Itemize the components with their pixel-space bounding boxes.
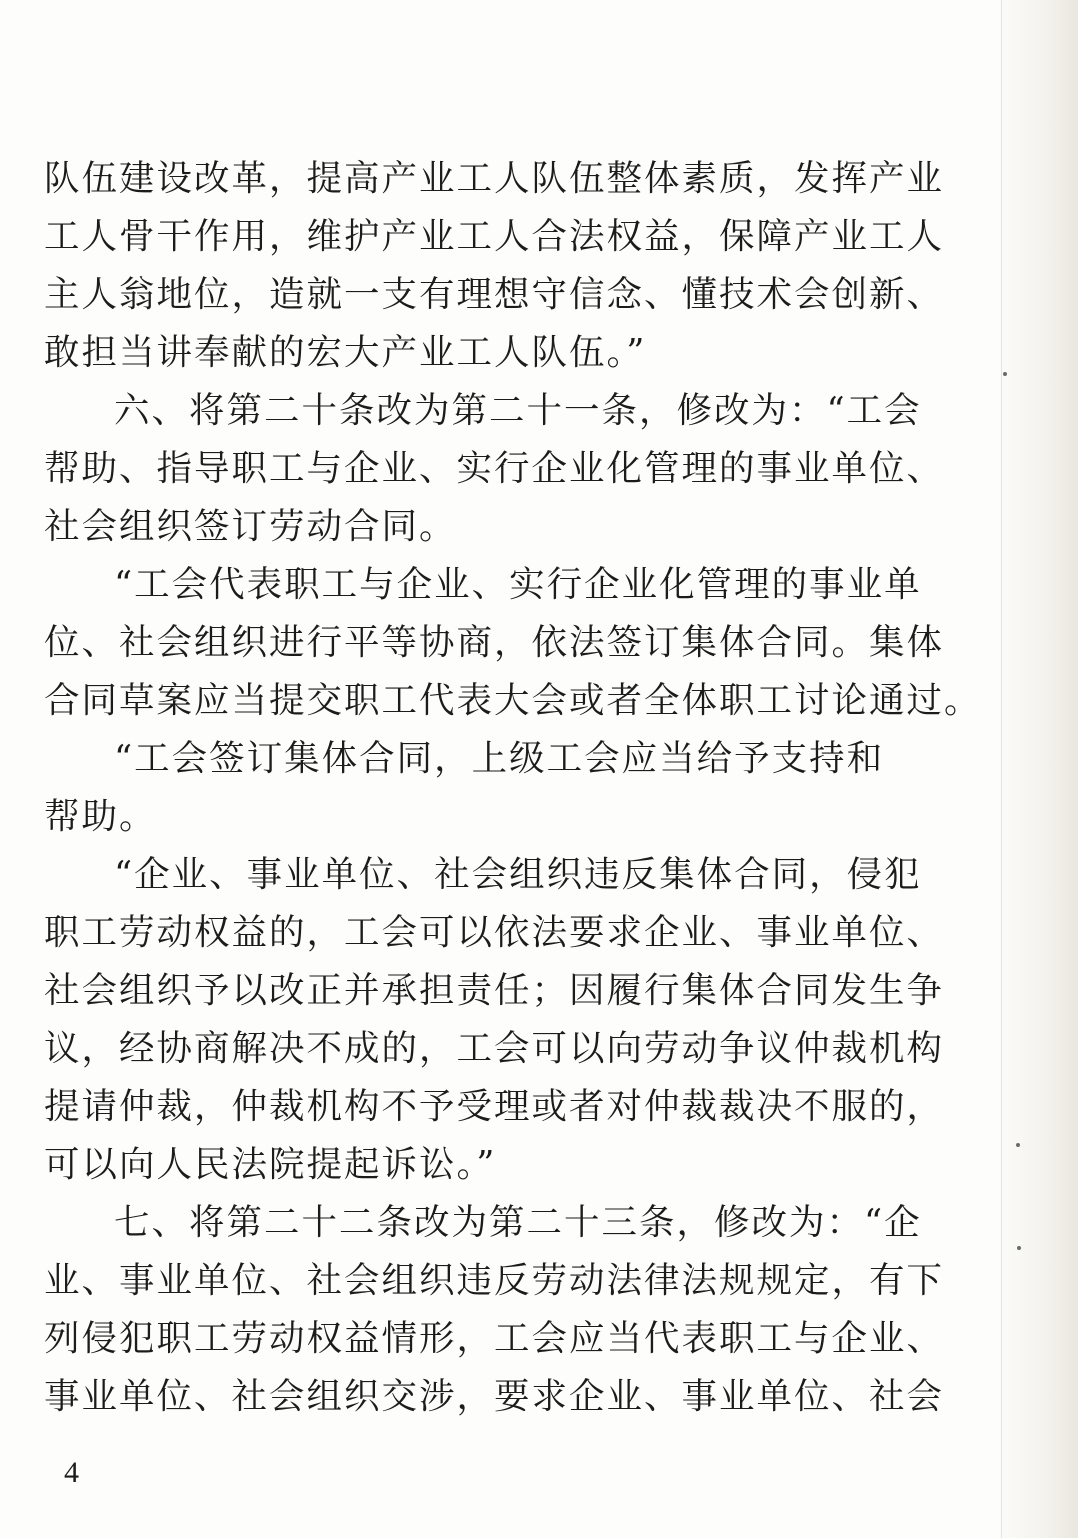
text-line-3: 主人翁地位，造就一支有理想守信念、懂技术会创新、 xyxy=(44,274,945,315)
text-line-6: 帮助、指导职工与企业、实行企业化管理的事业单位、 xyxy=(44,448,945,489)
text-line-15: 社会组织予以改正并承担责任；因履行集体合同发生争 xyxy=(44,970,945,1011)
text-line-13: “企业、事业单位、社会组织违反集体合同，侵犯 xyxy=(114,854,922,895)
text-line-8: “工会代表职工与企业、实行企业化管理的事业单 xyxy=(114,564,922,605)
text-line-4: 敢担当讲奉献的宏大产业工人队伍。” xyxy=(44,332,647,373)
text-line-14: 职工劳动权益的，工会可以依法要求企业、事业单位、 xyxy=(44,912,945,953)
text-line-9: 位、社会组织进行平等协商，依法签订集体合同。集体 xyxy=(44,622,945,663)
text-line-21: 列侵犯职工劳动权益情形，工会应当代表职工与企业、 xyxy=(44,1318,945,1359)
text-line-7: 社会组织签订劳动合同。 xyxy=(44,506,457,547)
text-line-18: 可以向人民法院提起诉讼。” xyxy=(44,1144,497,1185)
document-body xyxy=(44,150,982,1426)
scan-speck xyxy=(1003,372,1007,376)
text-line-12: 帮助。 xyxy=(44,796,157,837)
page-number: 4 xyxy=(64,1456,79,1489)
text-line-1: 队伍建设改革，提高产业工人队伍整体素质，发挥产业 xyxy=(44,158,945,199)
scan-speck xyxy=(1016,1143,1020,1147)
text-line-16: 议，经协商解决不成的，工会可以向劳动争议仲裁机构 xyxy=(44,1028,945,1069)
text-line-10: 合同草案应当提交职工代表大会或者全体职工讨论通过。 xyxy=(44,680,982,721)
scan-speck xyxy=(1017,1246,1021,1250)
page-edge-shadow xyxy=(1000,0,1078,1538)
text-line-11: “工会签订集体合同，上级工会应当给予支持和 xyxy=(114,738,885,779)
text-line-5: 六、将第二十条改为第二十一条，修改为：“工会 xyxy=(114,390,922,431)
text-line-20: 业、事业单位、社会组织违反劳动法律法规规定，有下 xyxy=(44,1260,945,1301)
text-line-2: 工人骨干作用，维护产业工人合法权益，保障产业工人 xyxy=(44,216,945,257)
page-edge-line xyxy=(1001,0,1002,1538)
text-line-22: 事业单位、社会组织交涉，要求企业、事业单位、社会 xyxy=(44,1376,945,1417)
text-line-19: 七、将第二十二条改为第二十三条，修改为：“企 xyxy=(114,1202,922,1243)
text-line-17: 提请仲裁，仲裁机构不予受理或者对仲裁裁决不服的， xyxy=(44,1086,945,1127)
